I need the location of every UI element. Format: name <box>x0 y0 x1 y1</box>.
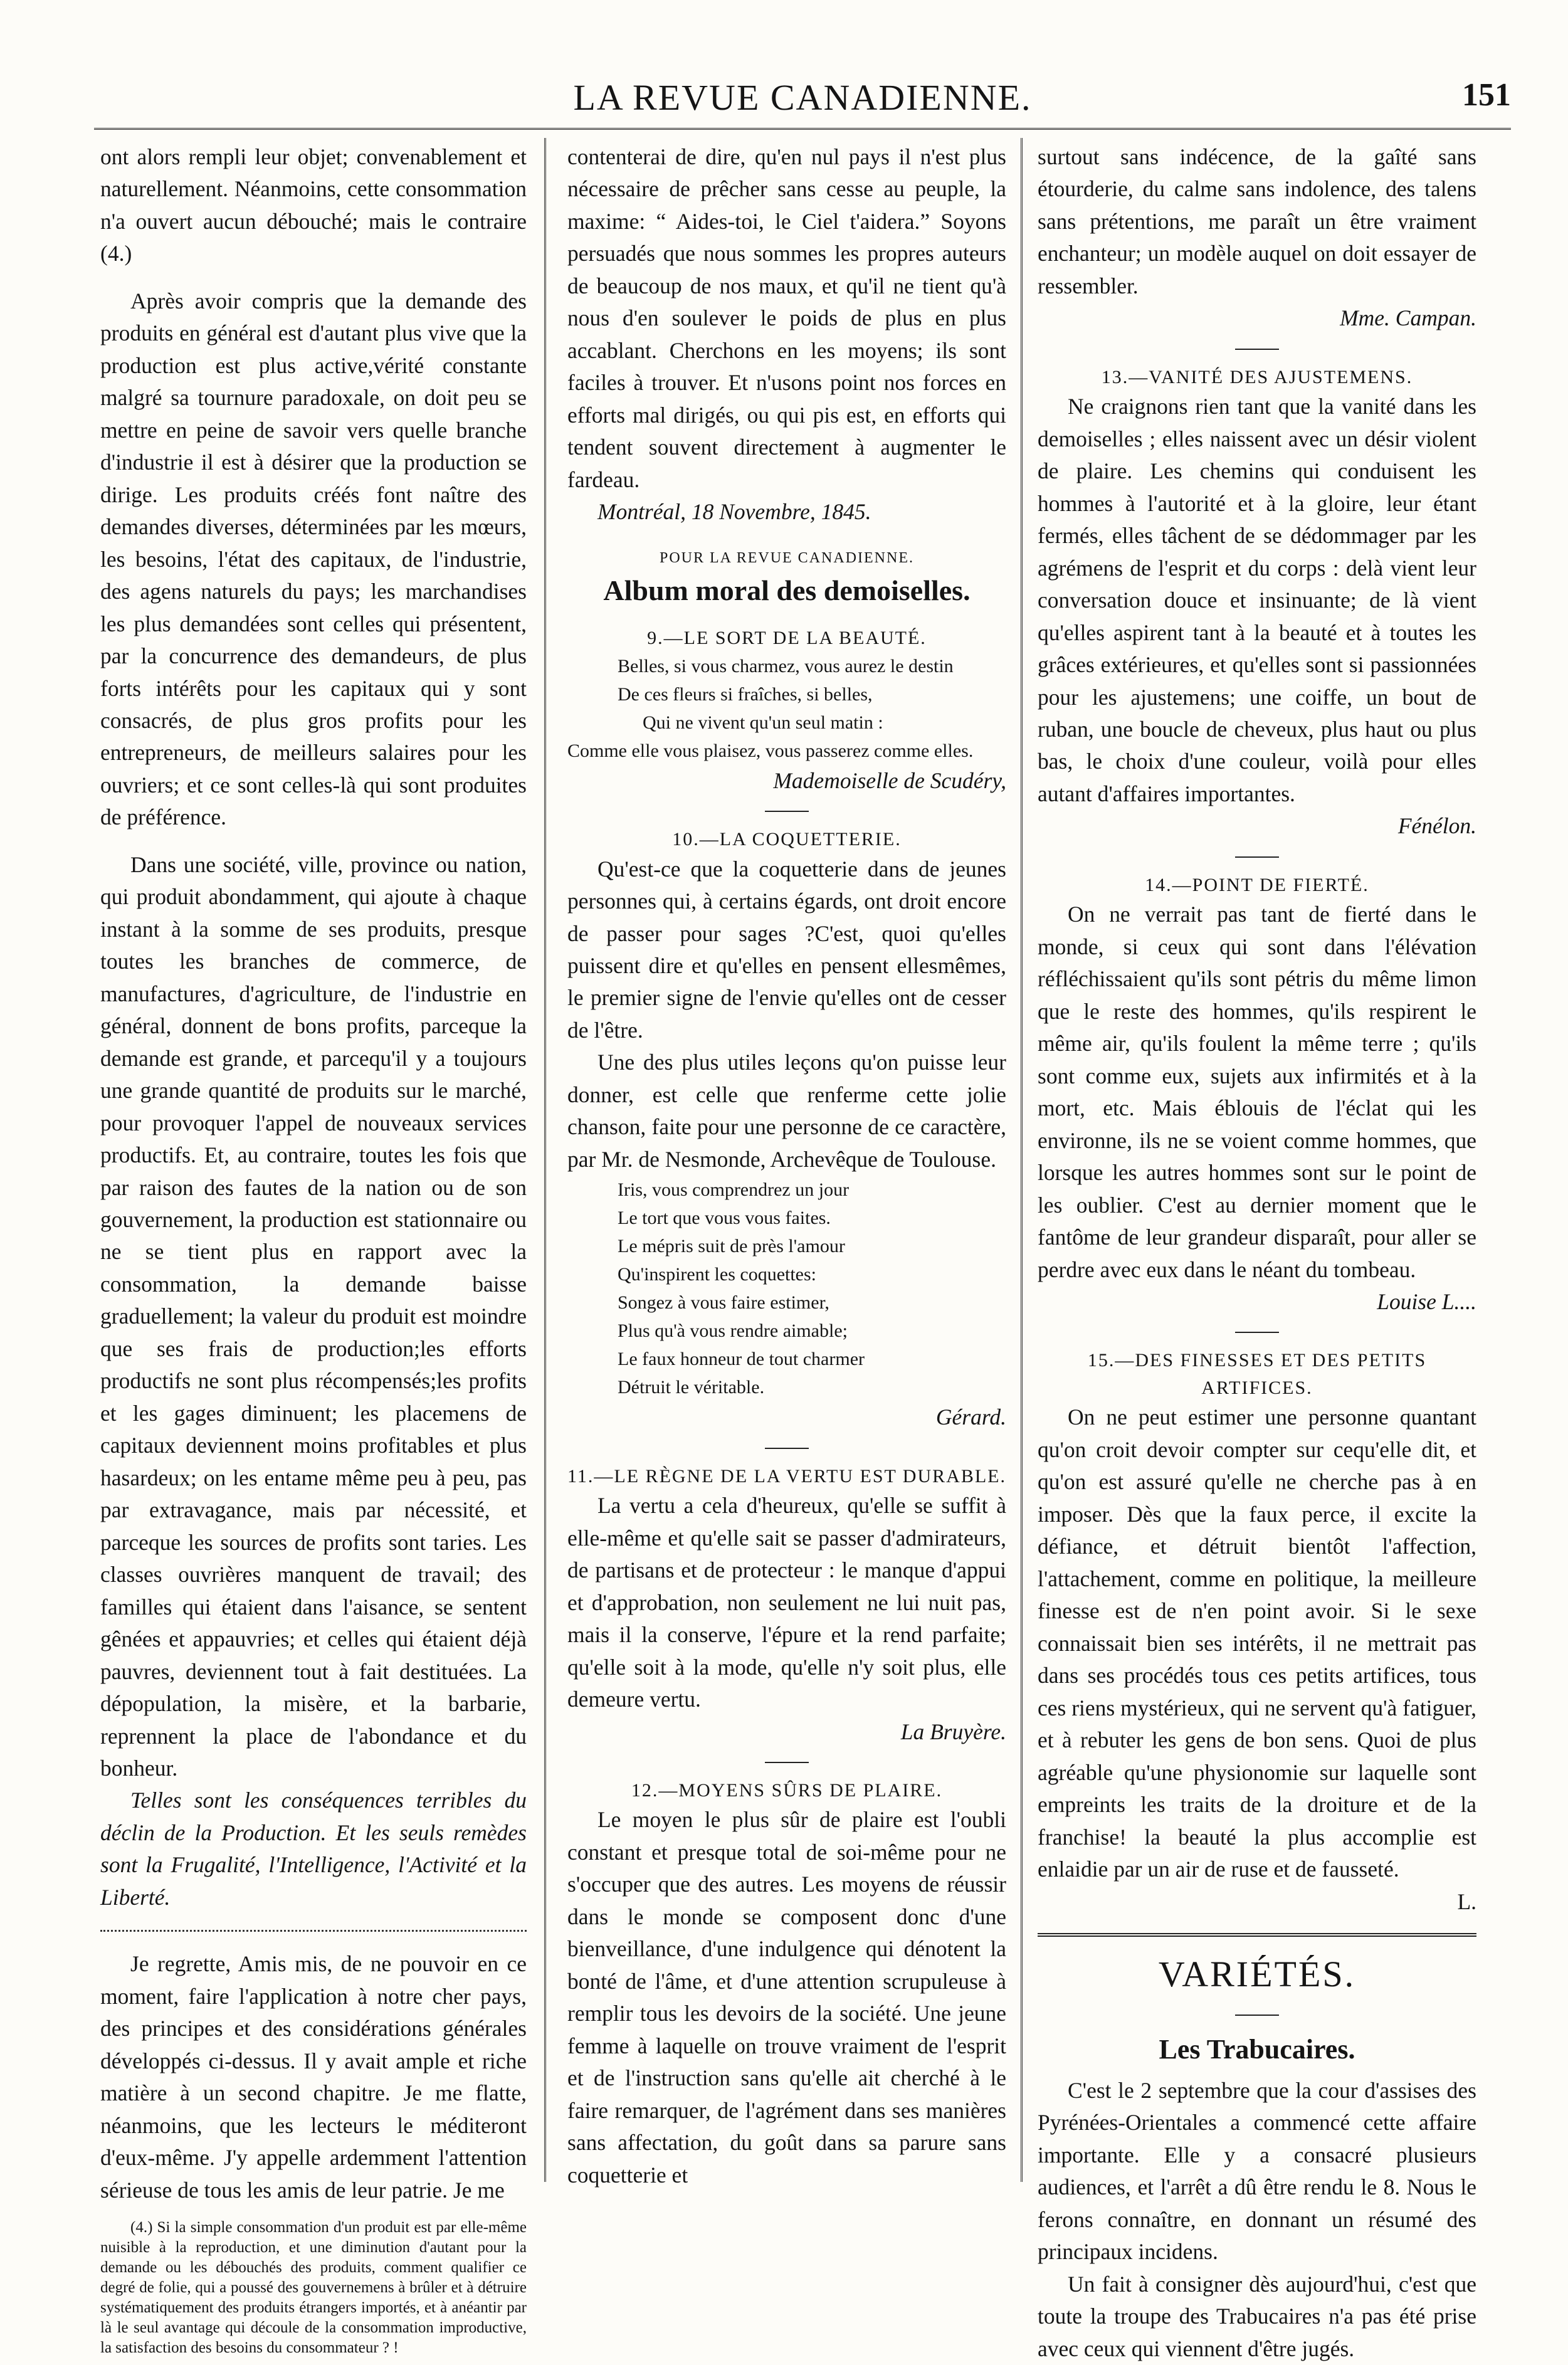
poem-line: Plus qu'à vous rendre aimable; <box>618 1320 848 1342</box>
conclusion-italic: Telles sont les conséquences terribles du déclin de la Production. Et les seuls remèdes sont la Frugalité, l'Intelligence, l'Activité et la Liberté. <box>100 1788 527 1910</box>
column-middle <box>567 141 1006 2191</box>
poem-line: Détruit le véritable. <box>618 1377 765 1398</box>
poem <box>567 1176 1006 1401</box>
short-rule <box>1235 349 1279 350</box>
poem-line: Comme elle vous plaisez, vous passerez comme elles. <box>567 740 974 761</box>
poem-line: Iris, vous comprendrez un jour <box>618 1179 850 1201</box>
header-rule <box>94 128 1511 130</box>
author: Gérard. <box>935 1404 1006 1430</box>
poem-line: Le faux honneur de tout charmer <box>618 1349 865 1370</box>
dotted-separator <box>100 1930 527 1932</box>
poem-line: Belles, si vous charmez, vous aurez le destin <box>618 655 954 677</box>
poem <box>567 652 1006 765</box>
short-rule <box>1235 2015 1279 2016</box>
paragraph: Le moyen le plus sûr de plaire est l'oubli constant et presque total de soi-même pour ne s'occuper que des autres. Les moyens de réussir dans le monde se composent donc d'une bienveillance, d'une indulgence qui dénotent la bonté de l'âme, et d'une attention scrupuleuse à remplir tous les devoirs de la société. Une jeune femme à laquelle on trouve vraiment de l'esprit et de l'instruction sans qu'elle ait cherché à le faire remarquer, de l'agrément dans ses manières sans affectation, du goût dans sa parure sans coquetterie et <box>567 1807 1006 2188</box>
paragraph: La vertu a cela d'heureux, qu'elle se suffit à elle-même et qu'elle sait se passer d'admirateurs, de partisans et de protecteur : le manque d'appui et d'approbation, non seulement ne lui nuit pas, mais il la conserve, l'épure et la rend parfaite; qu'elle soit à la mode, qu'elle n'y soit plus, elle demeure vertu. <box>567 1493 1006 1712</box>
paragraph: contenterai de dire, qu'en nul pays il n'est plus nécessaire de prêcher sans cesse au peuple, la maxime: “ Aides-toi, le Ciel t'aidera.” Soyons persuadés que nous sommes les propres auteurs de beaucoup de nos maux, et qu'il ne tient qu'à nous d'en soulever le poids de plus en plus accablant. Cherchons en les moyens; ils sont faciles à trouver. Et n'usons point nos forces en efforts mal dirigés, ou qui pis est, en efforts qui tendent souvent directement à augmenter le fardeau. <box>567 144 1006 492</box>
poem-line: De ces fleurs si fraîches, si belles, <box>618 683 873 705</box>
paragraph: Ne craignons rien tant que la vanité dans les demoiselles ; elles naissent avec un désir violent de plaire. Les chemins qui conduisent les hommes à l'autorité et à la gloire, leur étant fermés, elles tâchent de se dédommager par les agrémens de l'esprit et du corps : delà vient leur conversation douce et insinuante; de là vient qu'elles aspirent tant à la beauté et à toutes les grâces extérieures, et qu'elles sont si passionnées pour les ajustemens; une coiffe, un bout de ruban, une boucle de cheveux, plus haut ou plus bas, le choix d'une couleur, voilà pour elles autant d'affaires importantes. <box>1038 394 1476 806</box>
paragraph: Qu'est-ce que la coquetterie dans de jeunes personnes qui, à certains égards, ont droit encore de passer pour sages ?C'est, quoi qu'elles puissent dire et qu'elles en pensent ellesmêmes, le premier signe de l'envie qu'elles ont de cesser de l'être. <box>567 856 1006 1043</box>
column-left <box>100 141 527 2358</box>
article-title: Les Trabucaires. <box>1159 2034 1355 2065</box>
author: La Bruyère. <box>900 1719 1006 1744</box>
author: L. <box>1457 1888 1476 1914</box>
journal-title: LA REVUE CANADIENNE. <box>573 77 1032 118</box>
section-heading: 13.—VANITÉ DES AJUSTEMENS. <box>1101 366 1413 387</box>
paragraph: On ne peut estimer une personne quantant qu'on croit devoir compter sur cequ'elle dit, et qu'on est assuré qu'elle ne cherche pas à en imposer. Dès que la faux perce, il excite la défiance, et détruit bientôt l'affection, l'attachement, comme en politique, la meilleure finesse est de n'en point avoir. Si le sexe connaissait bien ses intérêts, il ne mettrait pas dans ses procédés tous ces petits artifices, tous ces riens mystérieux, qui ne servent qu'à fatiguer, et à rebuter les gens de bon sens. Quoi de plus agréable qu'une physionomie sur laquelle sont empreints les traits de la droiture et de la franchise! la beauté la plus accomplie est enlaidie par un air de ruse et de fausseté. <box>1038 1404 1476 1882</box>
short-rule <box>1235 856 1279 858</box>
paragraph: Je regrette, Amis mis, de ne pouvoir en ce moment, faire l'application à notre cher pays, des principes et des considérations générales développés ci-dessus. Il y avait ample et riche matière à un second chapitre. Je me flatte, néanmoins, que les lecteurs le méditeront d'eux-même. J'y appelle ardemment l'attention sérieuse de tous les amis de leur patrie. Je me <box>100 1951 527 2203</box>
paragraph: surtout sans indécence, de la gaîté sans étourderie, du calme sans indolence, des talens sans prétentions, me paraît un être vraiment enchanteur; un modèle auquel on doit essayer de ressembler. <box>1038 144 1476 298</box>
varietes-heading: VARIÉTÉS. <box>1158 1953 1356 1994</box>
section-heading: 11.—LE RÈGNE DE LA VERTU EST DURABLE. <box>567 1465 1006 1487</box>
poem-line: Songez à vous faire estimer, <box>618 1292 829 1314</box>
poem-line: Qui ne vivent qu'un seul matin : <box>643 712 883 733</box>
paragraph: ont alors rempli leur objet; convenablement et naturellement. Néanmoins, cette consommation n'a ouvert aucun débouché; mais le contraire (4.) <box>100 144 527 266</box>
paragraph: On ne verrait pas tant de fierté dans le monde, si ceux qui sont dans l'élévation réfléchissaient qu'ils sont pétris du même limon que le reste des hommes, qu'ils respirent le même air, qu'ils foulent la même terre ; qu'ils sont comme eux, sujets aux infirmités et à la mort, etc. Mais éblouis de l'éclat qui les environne, ils ne se voient comme hommes, que lorsque les autres hommes sont sur le point de les oublier. C'est au dernier moment que le fantôme de leur grandeur disparaît, pour aller se perdre avec eux dans le néant du tombeau. <box>1038 902 1476 1282</box>
paragraph: C'est le 2 septembre que la cour d'assises des Pyrénées-Orientales a commencé cette affaire importante. Elle y a consacré plusieurs audiences, et l'arrêt a dû être rendu le 8. Nous le ferons connaître, en donnant un résumé des principaux incidens. <box>1038 2077 1476 2265</box>
column-divider-left <box>544 138 546 2182</box>
section-heading: 14.—POINT DE FIERTÉ. <box>1145 874 1369 895</box>
author: Louise L.... <box>1377 1289 1476 1314</box>
section-heading: 10.—LA COQUETTERIE. <box>672 829 902 850</box>
short-rule <box>765 811 809 812</box>
paragraph: Dans une société, ville, province ou nation, qui produit abondamment, qui ajoute à chaque instant à la somme de ses produits, presque toutes les branches de commerce, de manufactures, d'agriculture, de l'industrie en général, donnent de bons profits, parceque la demande est grande, et parcequ'il y a toujours une grande quantité de produits sur le marché, pour provoquer l'appel de nouveaux services productifs. Et, au contraire, toutes les fois que par raison des fautes de la nation ou de son gouvernement, la production est stationnaire ou ne se tient plus en rapport avec la consommation, la demande baisse graduellement; la valeur du produit est moindre que ses frais de production;les efforts productifs ne sont plus récompensés;les profits et les gages diminuent; les placemens de capitaux deviennent moins profitables et plus hasardeux; on les entame même peu à peu, pas par extravagance, mais par nécessité, et parceque les sources de profits sont taries. Les classes ouvrières manquent de travail; des familles qui étaient dans l'aisance, se sentent gênées et appauvries; et celles qui étaient déjà pauvres, deviennent tout à fait destituées. La dépopulation, la misère, et la barbarie, reprennent la place de l'abondance et du bonheur. <box>100 851 527 1781</box>
poem-line: Le tort que vous vous faites. <box>618 1208 831 1229</box>
column-right <box>1038 141 1476 2365</box>
short-rule <box>1235 1332 1279 1333</box>
dateline: Montréal, 18 Novembre, 1845. <box>597 499 871 525</box>
page-number: 151 <box>1462 77 1511 113</box>
paragraph: Une des plus utiles leçons qu'on puisse leur donner, est celle que renferme cette jolie chanson, faite pour une personne de ce caractère, par Mr. de Nesmonde, Archevêque de Toulouse. <box>567 1050 1006 1172</box>
short-rule <box>765 1448 809 1449</box>
section-heading: 15.—DES FINESSES ET DES PETITS ARTIFICES. <box>1087 1350 1427 1398</box>
paragraph: Un fait à consigner dès aujourd'hui, c'est que toute la troupe des Trabucaires n'a pas été prise avec ceux qui viennent d'être jugés. <box>1038 2271 1476 2361</box>
pour-la-revue: POUR LA REVUE CANADIENNE. <box>660 549 914 566</box>
section-heading: 9.—LE SORT DE LA BEAUTÉ. <box>647 628 927 649</box>
page-header <box>94 70 1511 133</box>
section-heading: 12.—MOYENS SÛRS DE PLAIRE. <box>631 1779 943 1801</box>
footnote: (4.) Si la simple consommation d'un produit est par elle-même nuisible à la reproduction, et une diminution d'autant pour la demande ou les débouchés des produits, comment qualifier ce degré de folie, qui a poussé des gouvernemens à brûler et à détruire systématiquement des produits étrangers importés, et à anéantir par là le seul avantage qui découle de la consommation improductive, la satisfaction des besoins du consommateur ? ! <box>100 2219 527 2357</box>
short-rule <box>765 1762 809 1763</box>
section-rule <box>1038 1933 1476 1937</box>
album-title: Album moral des demoiselles. <box>603 574 971 607</box>
column-divider-right <box>1021 138 1023 2182</box>
author: Mme. Campan. <box>1340 305 1476 331</box>
poem-line: Qu'inspirent les coquettes: <box>618 1264 817 1285</box>
author: Mademoiselle de Scudéry, <box>773 767 1006 793</box>
poem-line: Le mépris suit de près l'amour <box>618 1236 845 1257</box>
paragraph: Après avoir compris que la demande des produits en général est d'autant plus vive que la production est plus active,vérité constante malgré sa tournure paradoxale, on doit peu se mettre en peine de savoir vers quelle branche d'industrie il est à désirer que la production se dirige. Les produits créés font naître des demandes diverses, déterminées par les mœurs, les besoins, l'état des capitaux, de l'industrie, des agens naturels du pays; les marchandises les plus demandées sont celles qui présentent, par la concurrence des demandeurs, de plus forts intérêts pour les capitaux qui y sont consacrés, de plus gros profits pour les entrepreneurs, de meilleurs salaires pour les ouvriers; et ce sont celles-là qui sont produites de préférence. <box>100 288 527 830</box>
author: Fénélon. <box>1397 813 1476 839</box>
